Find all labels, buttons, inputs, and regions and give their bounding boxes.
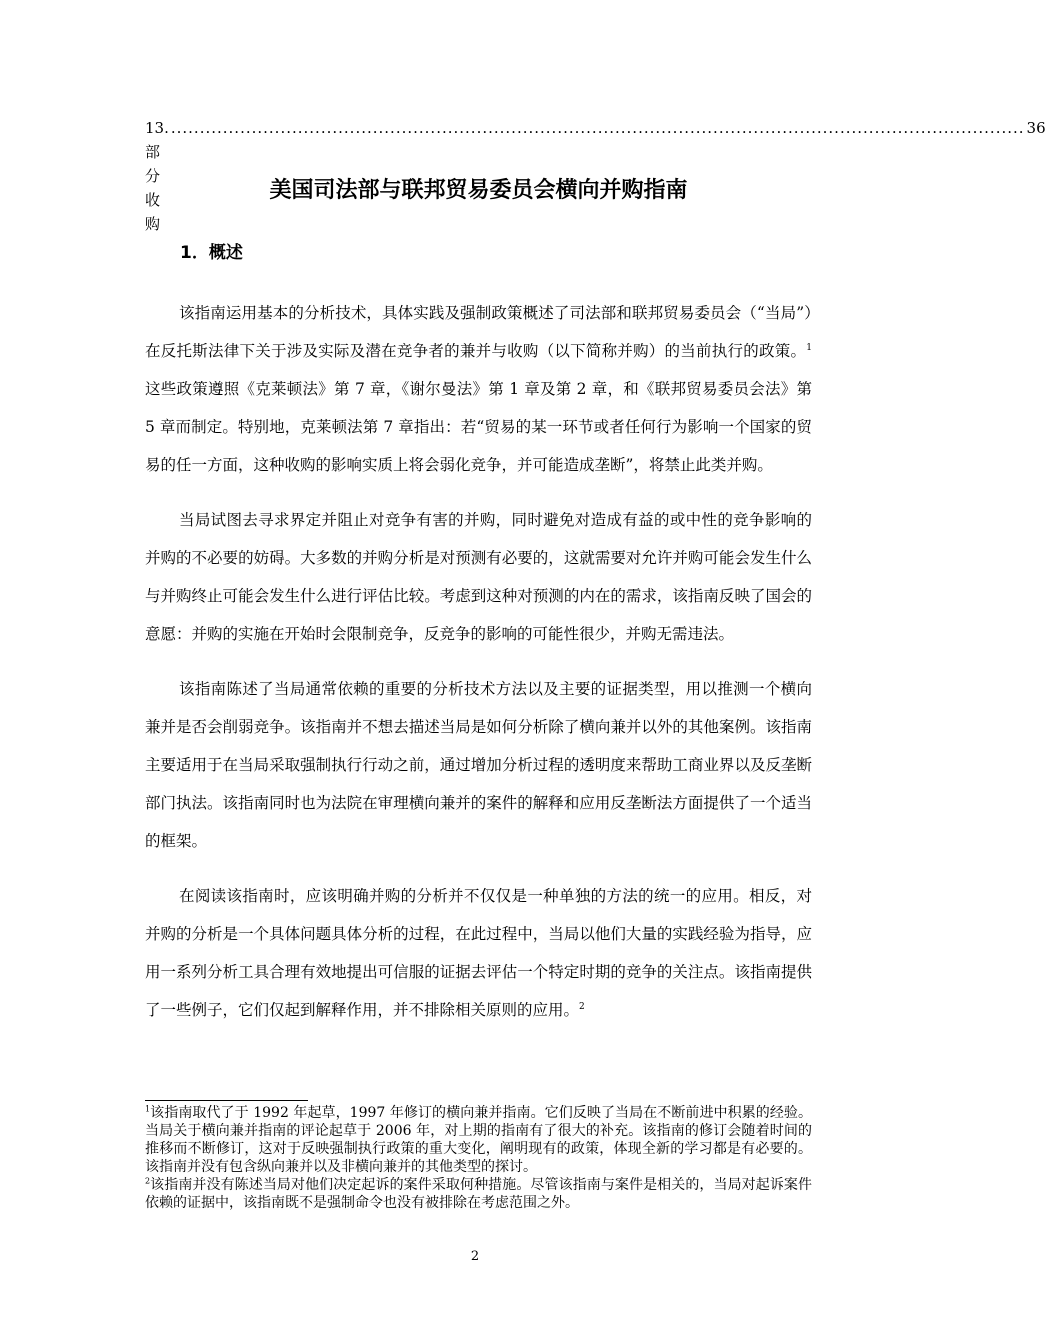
paragraph-4 bbox=[145, 877, 812, 1029]
body-text bbox=[145, 294, 812, 1046]
paragraph-text: 该指南运用基本的分析技术，具体实践及强制政策概述了司法部和联邦贸易委员会（“当局”）在反托斯法律下关于涉及实际及潜在竞争者的兼并与收购（以下简称并购）的当前执行的政策。 bbox=[145, 304, 812, 360]
paragraph-3 bbox=[145, 670, 812, 860]
paragraph-text: 当局试图去寻求界定并阻止对竞争有害的并购，同时避免对造成有益的或中性的竞争影响的并购的不必要的妨碍。大多数的并购分析是对预测有必要的，这就需要对允许并购可能会发生什么与并购终止可能会发生什么进行评估比较。考虑到这种对预测的内在的需求，该指南反映了国会的意愿：并购的实施在开始时会限制竞争，反竞争的影响的可能性很少，并购无需违法。 bbox=[145, 511, 812, 643]
paragraph-text: 这些政策遵照《克莱顿法》第 7 章，《谢尔曼法》第 1 章及第 2 章，和《联邦贸易委员会法》第 5 章而制定。特别地，克莱顿法第 7 章指出：若“贸易的某一环节或者任何行为影响一个国家的贸易的任一方面，这种收购的影响实质上将会弱化竞争，并可能造成垄断”，将禁止此类并购。 bbox=[145, 380, 812, 474]
footnote-mark: 2 bbox=[145, 1176, 151, 1186]
footnote-separator bbox=[145, 1100, 308, 1101]
footnote-ref-2[interactable]: 2 bbox=[579, 1001, 585, 1012]
paragraph-2 bbox=[145, 501, 812, 653]
footnote-ref-1[interactable]: 1 bbox=[806, 342, 812, 353]
document-title: 美国司法部与联邦贸易委员会横向并购指南 bbox=[269, 178, 688, 203]
footnote-text: 该指南并没有陈述当局对他们决定起诉的案件采取何种措施。尽管该指南与案件是相关的，当局对起诉案件依赖的证据中，该指南既不是强制命令也没有被排除在考虑范围之外。 bbox=[145, 1177, 812, 1211]
toc-leader-dots: .................................................................................................................................................... bbox=[170, 119, 1025, 137]
footnote-mark: 1 bbox=[145, 1104, 151, 1114]
page-number: 2 bbox=[470, 1249, 480, 1264]
paragraph-text: 在阅读该指南时，应该明确并购的分析并不仅仅是一种单独的方法的统一的应用。相反，对并购的分析是一个具体问题具体分析的过程，在此过程中，当局以他们大量的实践经验为指导，应用一系列分析工具合理有效地提出可信服的证据去评估一个特定时期的竞争的关注点。该指南提供了一些例子，它们仅起到解释作用，并不排除相关原则的应用。 bbox=[145, 887, 812, 1019]
footnote-2 bbox=[145, 1176, 812, 1212]
paragraph-1 bbox=[145, 294, 812, 484]
section-heading: 1．概述 bbox=[180, 243, 243, 263]
footnote-1 bbox=[145, 1104, 812, 1176]
paragraph-text: 该指南陈述了当局通常依赖的重要的分析技术方法以及主要的证据类型，用以推测一个横向兼并是否会削弱竞争。该指南并不想去描述当局是如何分析除了横向兼并以外的其他案例。该指南主要适用于在当局采取强制执行行动之前，通过增加分析过程的透明度来帮助工商业界以及反垄断部门执法。该指南同时也为法院在审理横向兼并的案件的解释和应用反垄断法方面提供了一个适当的框架。 bbox=[145, 680, 812, 850]
toc-entry-label: 13. 部分收购 bbox=[145, 119, 169, 233]
toc-entry-page: 36 bbox=[1026, 119, 1046, 137]
footnotes bbox=[145, 1104, 812, 1212]
footnote-text: 该指南取代了于 1992 年起草，1997 年修订的横向兼并指南。它们反映了当局在不断前进中积累的经验。当局关于横向兼并指南的评论起草于 2006 年，对上期的指南有了很大的补充。该指南的修订会随着时间的推移而不断修订，这对于反映强制执行政策的重大变化，阐明现有的政策，体现全新的学习都是有必要的。该指南并没有包含纵向兼并以及非横向兼并的其他类型的探讨。 bbox=[145, 1105, 812, 1175]
